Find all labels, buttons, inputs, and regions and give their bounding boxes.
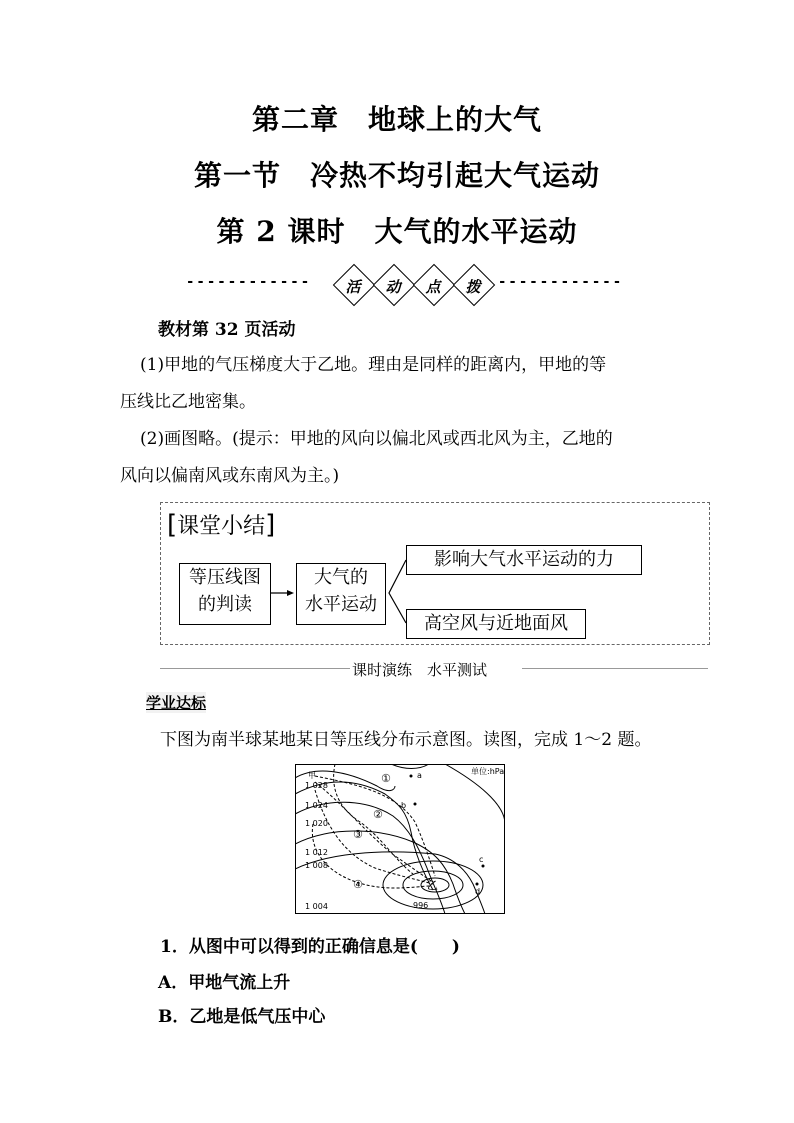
banner-char: 动	[385, 278, 401, 296]
label-1028: 1 028	[305, 781, 328, 790]
option-a[interactable]: A．甲地气流上升	[158, 973, 291, 993]
activity-heading: 教材第 32 页活动	[158, 320, 296, 340]
section-title: 第一节 冷热不均引起大气运动	[193, 159, 600, 192]
label-1008: 1 008	[305, 861, 328, 870]
point-d	[476, 883, 479, 886]
label-996: 996	[413, 901, 429, 910]
banner-dashes-left: ------------	[186, 274, 312, 290]
summary-title-text: 课堂小结	[177, 514, 266, 539]
banner-char: 活	[345, 278, 361, 296]
option-b[interactable]: B．乙地是低气压中心	[158, 1007, 326, 1027]
label-c: c	[479, 855, 484, 864]
label-r3: ③	[353, 828, 363, 841]
practice-divider: 课时演练 水平测试	[352, 661, 488, 679]
label-1004: 1 004	[305, 902, 328, 911]
summary-panel	[160, 502, 710, 645]
point-c	[482, 865, 485, 868]
activity-p1-line2: 压线比乙地密集。	[120, 392, 256, 412]
practice-intro: 下图为南半球某地某日等压线分布示意图。读图，完成 1～2 题。	[160, 730, 652, 750]
banner-dashes-right: ------------	[498, 274, 624, 290]
label-unit: 单位:hPa	[471, 767, 505, 776]
label-1024: 1 024	[305, 801, 328, 810]
label-yi: 乙	[427, 879, 438, 892]
chapter-title: 第二章 地球上的大气	[251, 103, 542, 136]
label-a: a	[417, 771, 422, 780]
point-b	[414, 803, 417, 806]
banner-char: 拨	[465, 278, 481, 296]
label-1020: 1 020	[305, 819, 328, 828]
activity-p2-line1: (2)画图略。(提示：甲地的风向以偏北风或西北风为主，乙地的	[140, 429, 613, 449]
box-line: 大气的	[314, 567, 368, 588]
label-1012: 1 012	[305, 848, 328, 857]
summary-box-winds: 高空风与近地面风	[406, 609, 586, 639]
box-line: 的判读	[198, 594, 252, 615]
isobar-map	[295, 764, 505, 914]
practice-tag: 学业达标	[146, 694, 207, 712]
point-a	[410, 775, 413, 778]
summary-box-forces: 影响大气水平运动的力	[406, 545, 642, 575]
banner-char: 点	[425, 278, 441, 296]
activity-p1-line1: (1)甲地的气压梯度大于乙地。理由是同样的距离内，甲地的等	[140, 355, 607, 375]
label-jia: 甲	[308, 771, 316, 780]
label-b: b	[401, 801, 407, 810]
divider-right	[522, 668, 708, 669]
box-line: 等压线图	[189, 567, 261, 588]
label-d: d	[475, 887, 481, 896]
divider-left	[160, 668, 350, 669]
question-1: 1．从图中可以得到的正确信息是( )	[160, 937, 460, 957]
summary-connectors	[161, 503, 709, 644]
label-r4: ④	[353, 878, 363, 891]
label-r1: ①	[381, 772, 391, 785]
box-line: 水平运动	[305, 594, 377, 615]
lesson-title: 第 2 课时 大气的水平运动	[216, 215, 578, 248]
label-r2: ②	[373, 808, 383, 821]
activity-p2-line2: 风向以偏南风或东南风为主。)	[120, 466, 340, 486]
summary-title: [课堂小结]	[167, 510, 276, 540]
